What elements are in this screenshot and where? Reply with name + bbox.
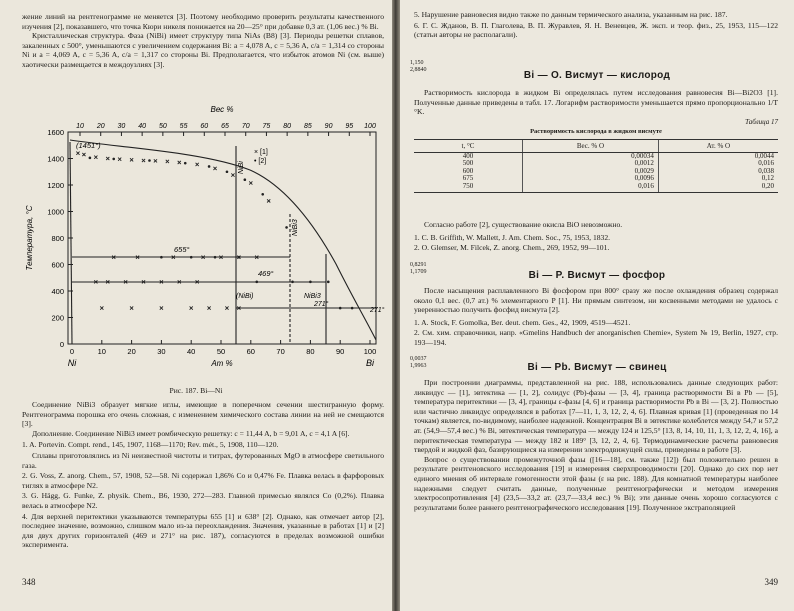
table-cell: 400 (462, 151, 474, 160)
chart-legend (254, 149, 268, 165)
data-point-series1 (249, 181, 252, 184)
section1-value: 1,150 (410, 60, 424, 66)
data-point-series1 (118, 158, 121, 161)
solubility-table (414, 139, 778, 194)
table-header-cell: t, °C (414, 139, 523, 152)
peritectic2-label: 469° (258, 269, 274, 278)
reference-item: 3. G. Hägg, G. Funke, Z. physik. Chem., B6, 1930, 272—283. Главной примесью являлся Co (0,2%). Плавка велась в атмосфере N2. (22, 491, 384, 510)
table-header-cell: Ат. % O (658, 139, 778, 152)
bottom-tick-label: 60 (246, 347, 255, 356)
bottom-tick-label: 0 (69, 347, 75, 356)
section1-title: Bi — O. Висмут — кислород (523, 70, 671, 81)
structure-text: Кристаллическая структура. Фаза (NiBi) имеет структуру типа NiAs (B8) [3]. Периоды решетки сплавов, закаленных с 500°, уменьшаются с увеличением содержания Bi: a = 4,078 A, c = 5,36 A, c/a = 1,314 со стороны Ni и a = 4,069 A, c = 5,36 A, c/a = 1,317 со стороны Bi. Предполагается, что избыток атомов Ni (см. выше) хаотически размещается в междоузлиях [3]. (22, 31, 384, 69)
phase-diagram (14, 104, 386, 386)
top-axis-label: Вес % (210, 105, 234, 114)
data-point-series1 (154, 159, 157, 162)
left-top-text: жение линий на рентгенограмме не меняется [3]. Поэтому необходимо проверить результаты качественного изучения [2], показавшего, что точка Кюри никеля понижается на 20—25° при добавке 0,3 ат. (1,06 вес.) % Bi. (22, 12, 384, 31)
data-point-series1 (160, 306, 163, 309)
bottom-tick-label: 70 (276, 347, 285, 356)
y-tick-label: 800 (51, 234, 64, 243)
data-point-series1 (231, 173, 234, 176)
right-page (400, 0, 794, 611)
top-tick-label: 85 (303, 123, 312, 130)
bottom-right-element: Bi (365, 358, 375, 368)
table-header-row (414, 139, 778, 152)
top-tick-label: 100 (364, 123, 376, 130)
left-page (0, 0, 392, 611)
section1-text: Растворимость кислорода в жидком Bi определялась путем исследования равновесия Bi—Bi2O3 [1]. Полученные данные приведены в табл. 17. Логарифм растворимости уменьшается прямо пропорционально 1/T °K. (414, 88, 778, 117)
data-point-series2 (238, 256, 241, 259)
y-tick-label: 0 (59, 340, 64, 349)
data-point-series1 (94, 156, 97, 159)
reference-item: Сплавы приготовлялись из Ni неизвестной чистоты и титрах, футерованных MgO в атмосфере светильного газа. (22, 450, 384, 470)
data-point-series1 (196, 163, 199, 166)
reference-item: 4. Для верхней перитектики указываются температуры 655 [1] и 638° [2]. Однако, как отмечает автор [2], последнее значение, возможно, слишком мало из-за переохлаждения. Значения, указанные в работах [1] и [2] для двух других горизонталей (469 и 271° на рис. 187), согласуются в пределах возможной ошибки эксперимента. (22, 511, 384, 550)
page-number-left: 348 (22, 577, 36, 587)
data-point-series1 (130, 158, 133, 161)
top-tick-label: 70 (241, 123, 250, 130)
section3-value: 1,9963 (410, 363, 427, 369)
liquidus-curve (70, 140, 376, 340)
data-point-series1 (267, 199, 270, 202)
table-cell: 0,038 (658, 168, 778, 176)
section2-block (414, 286, 778, 349)
right-top-refs (414, 10, 778, 41)
data-point-series1 (100, 306, 103, 309)
bottom-tick-label: 90 (336, 347, 345, 356)
data-point-series2 (291, 281, 294, 284)
top-tick-label: 65 (221, 123, 229, 130)
phase-lines (70, 140, 376, 344)
y-tick-label: 400 (51, 287, 64, 296)
table-cell: 0,0096 (523, 175, 659, 183)
data-point-series1 (178, 161, 181, 164)
data-point-series2 (112, 158, 115, 161)
reference-item: 1. C. B. Griffith, W. Mallett, J. Am. Chem. Soc., 75, 1953, 1832. (414, 232, 611, 242)
table-cell: 0,00034 (523, 152, 659, 160)
table-cell: 0,0029 (523, 168, 659, 176)
data-point-series2 (261, 193, 264, 196)
table-cell: 0,0044 (658, 152, 778, 160)
data-point-series1 (142, 159, 145, 162)
bottom-tick-label: 50 (216, 347, 226, 356)
y-tick-label: 1600 (47, 128, 64, 137)
figure-caption: Рис. 187. Bi—Ni (169, 386, 223, 395)
table-cell: 0,016 (523, 183, 659, 193)
data-point-series2 (184, 162, 187, 165)
bottom-axis-ticks (70, 340, 376, 356)
bottom-tick-label: 100 (363, 347, 377, 356)
table-cell: 600 (462, 166, 474, 175)
reference-item: 6. Г. С. Жданов, В. П. Глаголева, В. П. Журавлев, Я. Н. Веневцев, Ж. эксп. и теор. физ., 25, 1953, 115—122 (статьи авторы не располагали). (414, 20, 778, 40)
table-cell: 675 (462, 174, 474, 183)
y-tick-label: 600 (51, 260, 64, 270)
table-label: Таблица 17 (745, 117, 778, 126)
section3-title: Bi — Pb. Висмут — свинец (527, 362, 667, 373)
section1-after-text: Согласно работе [2], существование окисла BiO невозможно. (424, 220, 623, 229)
table-row (414, 183, 778, 193)
data-point-series2 (339, 307, 342, 310)
page-number-right: 349 (764, 577, 778, 587)
eutectic-label: 271° (314, 301, 329, 308)
section1-after-block (414, 220, 778, 254)
reference-item: 1. A. Stock, F. Gomolka, Ber. deut. chem. Ges., 42, 1909, 4519—4521. (414, 317, 631, 327)
solvus-line-1 (70, 142, 72, 344)
bi-melt-label: 271° (370, 307, 385, 314)
top-tick-label: 95 (345, 123, 354, 130)
bottom-axis-label: Ат % (211, 359, 233, 368)
left-top-block (22, 12, 384, 70)
top-tick-label: 60 (200, 123, 209, 130)
table-body (414, 152, 778, 193)
data-point-series1 (190, 306, 193, 309)
data-point-series2 (327, 281, 330, 284)
section2-value: 1,1709 (410, 269, 427, 275)
reference-item: 2. G. Voss, Z. anorg. Chem., 57, 1908, 52—58. Ni содержал 1,86% Co и 0,47% Fe. Плавка велась в фарфоровых тиглях в атмосфере N2. (22, 471, 384, 490)
bottom-tick-label: 20 (127, 347, 136, 356)
reference-item: 1. A. Portevin. Compt. rend., 145, 1907, 1168—1170; Rev. mét., 5, 1908, 110—120. (22, 440, 279, 450)
data-point-series1 (82, 153, 85, 156)
data-point-series2 (351, 307, 354, 310)
section2-title: Bi — P. Висмут — фосфор (528, 270, 666, 281)
reference-item: 2. O. Glemser, M. Filcek, Z. anorg. Chem., 269, 1952, 99—101. (414, 243, 610, 253)
reference-item: 2. См. хим. справочники, напр. «Gmelins Handbuch der anorganischen Chemie», System № 19, Berlin, 1927, стр. 193—194. (414, 328, 778, 347)
phase-nibi-label: (NiBi) (236, 293, 254, 300)
y-tick-label: 1400 (47, 154, 64, 164)
section2-text: После насыщения расплавленного Bi фосфором при 800° сразу же после охлаждения образец содержал около 0,1 вес. (0,7 ат.) % элементарного P [1]. Ни прямым синтезом, ни косвенными методами не удалось с уверенностью получить фосфид висмута [2]. (414, 286, 778, 315)
legend-entry-2: • [2] (254, 158, 267, 165)
top-tick-label: 20 (96, 123, 105, 130)
nibi3-vertical-label: NiBi3 (292, 219, 299, 236)
top-axis-ticks (76, 123, 376, 136)
y-tick-label: 1000 (47, 207, 64, 217)
data-point-series2 (160, 256, 163, 259)
y-axis-ticks (47, 128, 73, 349)
top-tick-label: 90 (324, 123, 333, 130)
data-point-series1 (225, 306, 228, 309)
data-point-series1 (130, 306, 133, 309)
data-point-series1 (207, 306, 210, 309)
section3-text-1: При построении диаграммы, представленной на рис. 188, использовались данные следующих работ: ликвидус — [1], эвтектика — [1, 2], солидус (Pb)-фазы — [3, 4], граница растворимости Bi в Pb — [5], температура перитектики — [3, 4], границы ε-фазы [4, 6] и граница растворимости Pb в Bi — [3, 2]. Полностью или частично ликвидус определялся в работах [7—11, 1, 3, 12, 2, 4, 6]. Плавная кривая [1] (проведенная по 14 точкам) является, по-видимому, наиболее надежной. Концентрация Bi в эвтектике колеблется между 54,7 и 57,2 ат. (54,9—57,4 вес.) % Bi, эвтектическая температура — между 124 и 125,5° [13, 8, 14, 10, 11, 1, 3, 12, 2, 4, 16], а перитектическая температура — между 182 и 189° [3, 12, 2, 4, 6]. Термодинамические расчеты равновесия твердой и жидкой фаз, базирующиеся на измерении электродвижущей силы, приведены в работе [3]. (414, 378, 778, 455)
bottom-tick-label: 40 (187, 347, 196, 356)
reference-item: 5. Нарушение равновесия видно также по данным термического анализа, указанным на рис. 187. (414, 10, 728, 19)
table-header-cell: Вес. % O (523, 139, 659, 152)
data-point-series1 (213, 167, 216, 170)
table-cell: 0,20 (658, 183, 778, 193)
top-tick-label: 55 (179, 123, 188, 130)
data-point-series2 (208, 165, 211, 168)
top-tick-label: 50 (158, 123, 167, 130)
top-tick-label: 30 (117, 123, 126, 130)
table-cell: 0,016 (658, 160, 778, 168)
y-axis-label: Температура, °C (25, 205, 34, 271)
addendum-text: Дополнение. Соединение NiBi3 имеет ромбическую решетку: c = 11,44 A, b = 9,01 A, c = 4,1 A [6]. (32, 428, 350, 438)
top-tick-label: 75 (262, 123, 271, 130)
table-cell: 0,12 (658, 175, 778, 183)
data-point-series1 (166, 160, 169, 163)
table-title: Растворимость кислорода в жидком висмуте (530, 128, 662, 136)
data-point-series2 (226, 170, 229, 173)
data-point-series2 (309, 281, 312, 284)
bottom-tick-label: 10 (97, 347, 106, 356)
data-point-series2 (244, 178, 247, 181)
left-body-text: Соединение NiBi3 образует мягкие иглы, имеющие в поперечном сечении шестигранную форму. Рентгенограмма порошка его очень сложная, с изменением химического состава линии на ней не смещаются [3]. (22, 400, 384, 429)
left-bottom-block (22, 400, 384, 551)
top-tick-label: 40 (138, 123, 147, 130)
bottom-tick-label: 30 (157, 347, 166, 356)
data-point-series2 (214, 256, 217, 259)
plot-frame (68, 132, 376, 344)
data-point-series1 (106, 157, 109, 160)
data-point-series1 (76, 152, 79, 155)
y-tick-label: 200 (51, 313, 64, 323)
ni-melt-label: (1451°) (76, 141, 101, 150)
nibi-label: NiBi (238, 161, 245, 174)
legend-entry-1: × [1] (254, 149, 268, 156)
peritectic1-label: 655° (174, 245, 190, 254)
bottom-tick-label: 80 (306, 347, 315, 356)
section3-text-2: Вопрос о существовании промежуточной фазы ([16—18], см. также [12]) был положительно решен в результате рентгеновского исследования [19] и измерения сверхпроводимости [20]. Однако до сих пор нет единого мнения об интервале гомогенности этой фазы (ε на рис. 188). Для комнатной температуры наиболее надежными следует считать данные, полученные рентгенографически и методом измерения электросопротивления [4] (23,5—33,2 ат. (23,7—33,4 вес.) % Bi); эти данные очень хорошо согласуются с результатами более раннего рентгенографического исследования [19]. Полученное экстраполяцией (414, 454, 778, 512)
data-point-series2 (255, 281, 258, 284)
section1-block (414, 88, 778, 193)
section1-value: 2,8840 (410, 67, 427, 73)
book-gutter (392, 0, 400, 611)
bottom-left-element: Ni (67, 358, 77, 368)
nibi3-low-label: NiBi3 (304, 293, 321, 300)
data-point-series2 (285, 226, 288, 229)
table-cell: 0,0012 (523, 160, 659, 168)
top-tick-label: 80 (283, 123, 292, 130)
data-point-series2 (89, 157, 92, 160)
table-cell: 750 (414, 183, 523, 193)
top-tick-label: 10 (76, 123, 84, 130)
data-point-series2 (190, 256, 193, 259)
section2-value: 0,8291 (410, 262, 427, 268)
data-point-series2 (148, 159, 151, 162)
left-references (22, 440, 384, 550)
y-tick-label: 1200 (47, 181, 64, 190)
table-cell: 500 (462, 159, 474, 168)
section3-value: 0,0037 (410, 356, 427, 362)
data-points (76, 152, 353, 310)
section3-block (414, 378, 778, 512)
